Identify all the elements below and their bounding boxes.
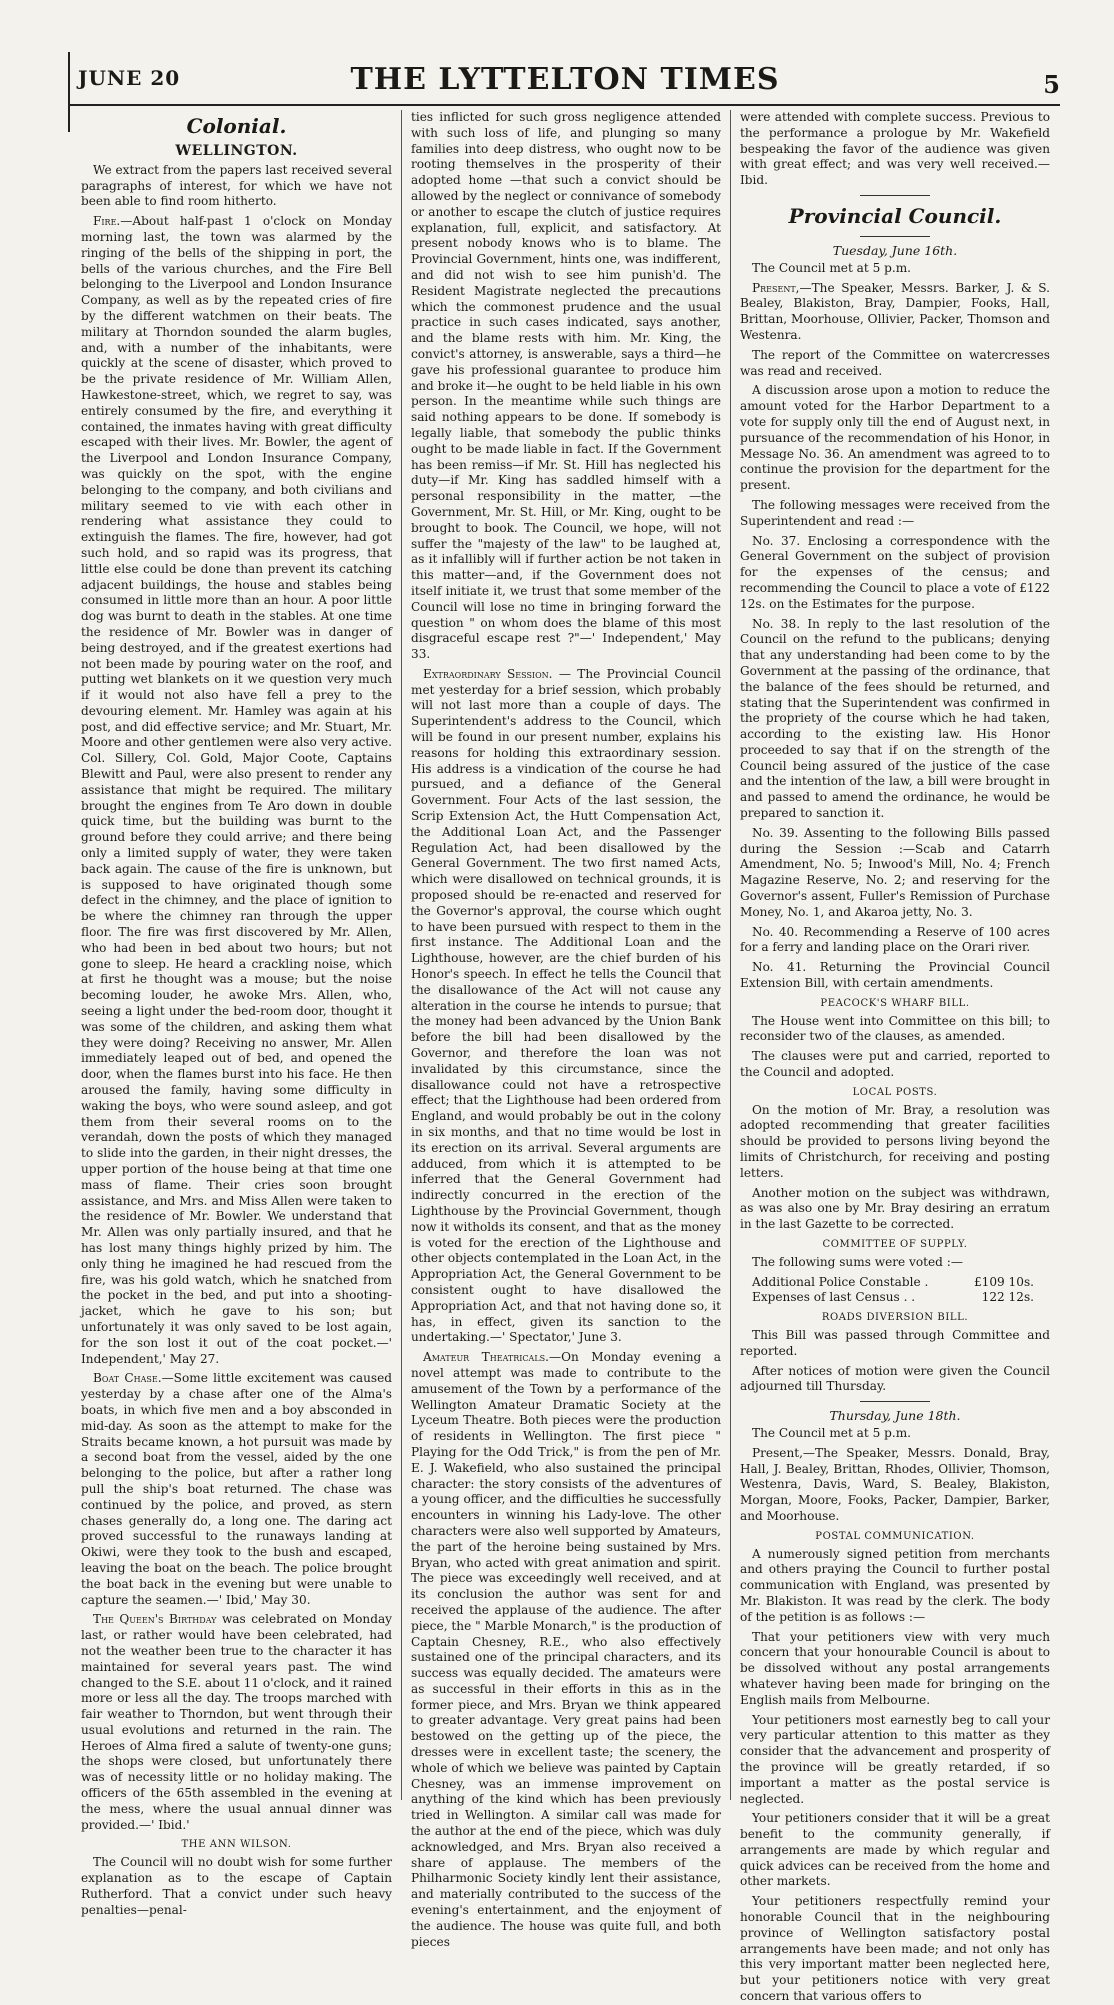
local-posts-text: On the motion of Mr. Bray, a resolution was adopted recommending that greater facilities should be provided to persons living beyond the limits of Christchurch, for receiving and posting letters.: [740, 1102, 1050, 1180]
amateur-article: [411, 1350, 721, 1950]
extraordinary-lead: Extraordinary Session.: [423, 666, 553, 681]
petition-paragraph: Your petitioners consider that it will be a great benefit to the community generally, if arrangements are made by which regular and quick advices can be received from the home and other markets.: [740, 1811, 1050, 1889]
another-motion-text: Another motion on the subject was withdrawn, as was also one by Mr. Bray desiring an erratum in the last Gazette to be corrected.: [740, 1185, 1050, 1232]
discussion-text: A discussion arose upon a motion to reduce the amount voted for the Harbor Department to a vote for supply only till the end of August next, in pursuance of the recommendation of his Honor, in Message No. 36. An amendment was agreed to to continue the provision for the department for the present.: [740, 383, 1050, 493]
present-2: Present,—The Speaker, Messrs. Donald, Bray, Hall, J. Bealey, Brittan, Rhodes, Ollivier, Thomson, Westenra, Davis, Ward, S. Bealey, Blakiston, Morgan, Moore, Fooks, Packer, Dampier, Barker, and Moorhouse.: [740, 1445, 1050, 1523]
present-lead: Present,: [752, 280, 800, 295]
fire-article: [81, 214, 392, 1367]
postal-heading: POSTAL COMMUNICATION.: [815, 1530, 975, 1542]
present-1-text: —The Speaker, Messrs. Barker, J. & S. Bealey, Blakiston, Bray, Dampier, Fooks, Hall, Brittan, Moorhouse, Ollivier, Packer, Thomson and Westenra.: [740, 280, 1050, 342]
subheading-wellington: WELLINGTON.: [175, 143, 298, 159]
report-text: The report of the Committee on watercresses was read and received.: [740, 347, 1050, 378]
message-40: No. 40. Recommending a Reserve of 100 acres for a ferry and landing place on the Orari river.: [740, 924, 1050, 955]
roads-heading: ROADS DIVERSION BILL.: [821, 1312, 969, 1324]
amateur-text: —On Monday evening a novel attempt was made to contribute to the amusement of the Town by a performance of the Wellington Amateur Dramatic Society at the Lyceum Theatre. Both pieces were the production of residents in Wellington. The first piece " Playing for the Odd Trick," is from the pen of Mr. E. J. Wakefield, who also sustained the principal character: the story consists of the adventures of a young officer, and the difficulties he successfully encounters in winning his Lady-love. The other characters were also well supported by Amateurs, the part of the heroine being sustained by Mrs. Bryan, who acted with great animation and spirit. The piece was exceedingly well received, and at its conclusion the author was sent for and received the applause of the audience. The after piece, the " Marble Monarch," is the production of Captain Chesney, R.E., who also effectively sustained one of the principal characters, and its success was equally decided. The amateurs were as successful in their efforts in this as in the former piece, and Mrs. Bryan we think appeared to greater advantage. Very great pains had been bestowed on the getting up of the piece, the dresses were in excellent taste; the scenery, the whole of which we believe was painted by Captain Chesney, was an immense improvement on anything of the kind which has been previously tried in Wellington. A similar call was made for the author at the end of the piece, which was duly acknowledged, and Mrs. Bryan also received a share of applause. The members of the Philharmonic Society kindly lent their assistance, and materially contributed to the success of the evening's entertainment, and the enjoyment of the audience. The house was quite full, and both pieces: [411, 1350, 721, 1949]
message-41: No. 41. Returning the Provincial Council Extension Bill, with certain amendments.: [740, 960, 1050, 991]
continued-text: were attended with complete success. Previous to the performance a prologue by Mr. Wakefield bespeaking the favor of the audience was given with great effect; and was very well received.—Ibid.: [740, 110, 1050, 188]
supply-item: [740, 1275, 1050, 1291]
divider: [860, 1401, 930, 1402]
clauses-text: The clauses were put and carried, reported to the Council and adopted.: [740, 1049, 1050, 1080]
postal-text: A numerously signed petition from merchants and others praying the Council to further postal communication with England, was presented by Mr. Blakiston. It was read by the clerk. The body of the petition is as follows :—: [740, 1546, 1050, 1624]
session-date-tuesday: Tuesday, June 16th.: [832, 242, 958, 258]
section-heading-provincial-council: Provincial Council.: [788, 203, 1002, 228]
columns: [72, 110, 1060, 2004]
adjourn-text: After notices of motion were given the Council adjourned till Thursday.: [740, 1363, 1050, 1394]
supply-item-value: 122 12s.: [981, 1290, 1034, 1305]
boat-article: [81, 1371, 392, 1608]
peacock-heading: PEACOCK'S WHARF BILL.: [820, 997, 970, 1009]
fire-text: —About half-past 1 o'clock on Monday morning last, the town was alarmed by the ringing of the bells of the shipping in port, the bells of the various churches, and the Fire Bell belonging to the Liverpool and London Insurance Company, as well as by the repeated cries of fire by the different watchmen on their beats. The military at Thorndon sounded the alarm bugles, and, with a number of the inhabitants, were quickly at the scene of disaster, which proved to be the private residence of Mr. William Allen, Hawkestone-street, which, we regret to say, was entirely consumed by the fire, and everything it contained, the inmates having with great difficulty escaped with their lives. Mr. Bowler, the agent of the Liverpool and London Insurance Company, was quickly on the spot, with the engine belonging to the company, and both civilians and military seemed to vie with each other in rendering what assistance they could to extinguish the flames. The fire, however, had got such hold, and so rapid was its progress, that little else could be done than prevent its catching adjacent buildings, the house and stables being consumed in little more than an hour. A poor little dog was burnt to death in the stables. At one time the residence of Mr. Bowler was in danger of being destroyed, and if the greatest exertions had not been made by pouring water on the roof, and putting wet blankets on it we question very much if it would not also have fell a prey to the devouring element. Mr. Hamley was again at his post, and did effective service; and Mr. Stuart, Mr. Moore and other gentlemen were also very active. Col. Sillery, Col. Gold, Major Coote, Captains Blewitt and Paul, were also present to render any assistance that might be required. The military brought the engines from Te Aro down in double quick time, but the building was burnt to the ground before they could arrive; and there being only a limited supply of water, they were taken back again. The cause of the fire is unknown, but is supposed to have originated though some defect in the chimney, and the place of ignition to be where the chimney ran through the upper floor. The fire was first discovered by Mr. Allen, who had been in bed about two hours; but not gone to sleep. He heard a crackling noise, which at first he thought was a mouse; but the noise becoming louder, he awoke Mrs. Allen, who, seeing a light under the bed-room door, thought it was some of the children, and asking them what they were doing? Receiving no answer, Mr. Allen immediately leaped out of bed, and opened the door, when the flames burst into his face. He then aroused the family, having some difficulty in waking the boys, who were sound asleep, and got them from their several rooms on to the verandah, down the posts of which they managed to slide into the garden, in their night dresses, the upper portion of the house being at that time one mass of flame. Their cries soon brought assistance, and Mrs. and Miss Allen were taken to the residence of Mr. Bowler. We understand that Mr. Allen was only partially insured, and that he has lost many things highly prized by him. The only thing he imagined he had rescued from the fire, was his gold watch, which he snatched from the pocket in the bed, and put into a shooting-jacket, which he gave to his son; but unfortunately it was only saved to be lost again, for the son lost it out of the coat pocket.—' Independent,' May 27.: [81, 214, 392, 1366]
supply-item-label: Additional Police Constable .: [752, 1274, 929, 1289]
message-38: No. 38. In reply to the last resolution of the Council on the refund to the publicans; denying that any understanding had been come to by the Government at the passing of the ordinance, that the balance of the fees should be returned, and stating that the Superintendent was confirmed in the propriety of the course which he had taken, according to the existing law. His Honor proceeded to say that if on the strength of the Council being assured of the justice of the case and the intention of the law, a bill were brought in and passed to amend the ordinance, he would be prepared to sanction it.: [740, 616, 1050, 821]
ann-wilson-text: The Council will no doubt wish for some further explanation as to the escape of Captain Rutherford. That a convict under such heavy penalties—penal-: [81, 1855, 392, 1917]
council-met-2: The Council met at 5 p.m.: [752, 1425, 912, 1440]
supply-heading: COMMITTEE OF SUPPLY.: [822, 1239, 968, 1250]
fire-lead: Fire.: [93, 214, 121, 229]
divider: [860, 236, 930, 237]
petition-paragraph: Your petitioners most earnestly beg to call your very particular attention to this matter as they consider that the advancement and prosperity of the province will be greatly retarded, if so important a matter as the postal service is neglected.: [740, 1712, 1050, 1806]
convict-text: ties inflicted for such gross negligence attended with such loss of life, and plunging so many families into deep distress, who ought now to be rooting themselves in the prosperity of their adopted home —that such a convict should be allowed by the neglect or connivance of somebody or another to escape the clutch of justice requires explanation, full, explicit, and satisfactory. At present nobody knows who is to blame. The Provincial Government, hints one, was indifferent, and did not wish to see him punish'd. The Resident Magistrate neglected the precautions which the commonest prudence and the usual practice in such cases indicated, says another, and the blame rests with him. Mr. King, the convict's attorney, is answerable, says a third—he gave his professional guarantee to produce him and broke it—he ought to be held liable in his own person. In the meantime while such things are said nothing appears to be done. If somebody is legally liable, that somebody the public thinks ought to be made liable in fact. If the Government has been remiss—if Mr. St. Hill has neglected his duty—if Mr. King has saddled himself with a personal responsibility in the matter, —the Government, Mr. St. Hill, or Mr. King, ought to be brought to book. The Council, we hope, will not suffer the "majesty of the law" to be laughed at, as it infallibly will if further action be not taken in this matter—and, if the Government does not itself initiate it, we trust that some member of the Council will lose no time in bringing forward the question " on whom does the blame of this most disgraceful escape rest ?"—' Independent,' May 33.: [411, 110, 721, 662]
divider: [860, 195, 930, 196]
masthead: [70, 60, 1060, 100]
supply-intro: The following sums were voted :—: [752, 1254, 963, 1269]
section-heading-colonial: Colonial.: [186, 114, 287, 138]
supply-item: [740, 1290, 1050, 1306]
roads-text: This Bill was passed through Committee and reported.: [740, 1327, 1050, 1358]
column-1: [72, 110, 401, 1917]
paper-title: THE LYTTELTON TIMES: [350, 62, 780, 97]
header-rule: [70, 104, 1060, 106]
extraordinary-article: [411, 667, 721, 1346]
extraordinary-text: — The Provincial Council met yesterday for a brief session, which probably will not last more than a couple of days. The Superintendent's address to the Council, which will be found in our present number, explains his reasons for holding this extraordinary session. His address is a vindication of the course he had pursued, and a defiance of the General Government. Four Acts of the last session, the Scrip Extension Act, the Hutt Compensation Act, the Additional Loan Act, and the Passenger Regulation Act, had been disallowed by the General Government. The two first named Acts, which were disallowed on technical grounds, it is proposed should be re-enacted and reserved for the Governor's approval, the course which ought to have been pursued with respect to them in the first instance. The Additional Loan and the Lighthouse, however, are the chief burden of his Honor's speech. In effect he tells the Council that the disallowance of the Act will not cause any alteration in the course he intends to pursue; that the money had been advanced by the Union Bank before the bill had been disallowed by the Governor, and therefore the loan was not invalidated by this circumstance, since the disallowance could not have a retrospective effect; that the Lighthouse had been ordered from England, and would probably be out in the colony in six months, and that no time would be lost in its erection on its arrival. Several arguments are adduced, from which it is attempted to be inferred that the General Government had indirectly concurred in the erection of the Lighthouse by the Provincial Government, though now it witholds its consent, and that as the money is voted for the erection of the Lighthouse and other objects contemplated in the Loan Act, in the Appropriation Act, the General Government to be consistent ought to have disallowed the Appropriation Act, and that not having done so, it has, in effect, given its sanction to the undertaking.—' Spectator,' June 3.: [411, 666, 721, 1345]
local-posts-heading: LOCAL POSTS.: [852, 1086, 938, 1098]
message-39: No. 39. Assenting to the following Bills passed during the Session :—Scab and Catarrh Amendment, No. 5; Inwood's Mill, No. 4; French Magazine Reserve, No. 2; and reserving for the Governor's assent, Fuller's Remission of Purchase Money, No. 1, and Akaroa jetty, No. 3.: [740, 825, 1050, 919]
present-1: [740, 281, 1050, 344]
page-number: 5: [1043, 70, 1060, 99]
amateur-lead: Amateur Theatricals.: [423, 1350, 549, 1365]
boat-lead: Boat Chase.: [93, 1371, 162, 1386]
issue-date: JUNE 20: [78, 66, 181, 90]
boat-text: —Some little excitement was caused yesterday by a chase after one of the Alma's boats, in which five men and a boy absconded in mid-day. As soon as the attempt to make for the Straits became known, a hot pursuit was made by a second boat from the vessel, aided by the one belonging to the police, but after a rather long pull the ship's boat returned. The chase was continued by the police, and proved, as stern chases generally do, a long one. The daring act proved successful to the runaways landing at Okiwi, were they took to the bush and escaped, leaving the boat on the beach. The police brought the boat back in the evening but were unable to capture the seamen.—' Ibid,' May 30.: [81, 1371, 393, 1607]
messages-intro: The following messages were received from the Superintendent and read :—: [740, 497, 1050, 528]
message-37: No. 37. Enclosing a correspondence with the General Government on the subject of provision for the expenses of the census; and recommending the Council to place a vote of £122 12s. on the Estimates for the purpose.: [740, 533, 1050, 611]
queen-lead: The Queen's Birthday: [93, 1612, 217, 1627]
supply-item-value: £109 10s.: [973, 1274, 1034, 1289]
intro-paragraph: We extract from the papers last received several paragraphs of interest, for which we have not been able to find room hitherto.: [81, 162, 392, 209]
queen-text: was celebrated on Monday last, or rather would have been celebrated, had not the weather been true to the character it has maintained for several years past. The wind changed to the S.E. about 11 o'clock, and it rained more or less all the day. The troops marched with fair weather to Thorndon, but went through their usual evolutions and returned in the rain. The Heroes of Alma fired a salute of twenty-one guns; the shops were closed, but unfortunately there was of necessity little or no holiday making. The officers of the 65th assembled in the evening at the mess, where the usual annual dinner was provided.—' Ibid.': [81, 1612, 392, 1832]
council-met-1: The Council met at 5 p.m.: [752, 260, 912, 275]
session-date-thursday: Thursday, June 18th.: [829, 1408, 961, 1424]
column-3: [730, 110, 1059, 2004]
ann-wilson-heading: THE ANN WILSON.: [181, 1839, 292, 1851]
petition-paragraph: That your petitioners view with very much concern that your honourable Council is about to be dissolved without any postal arrangements whatever having been made for bringing on the English mails from Melbourne.: [740, 1629, 1050, 1707]
peacock-text: The House went into Committee on this bill; to reconsider two of the clauses, as amended.: [740, 1013, 1050, 1044]
petition-paragraph: Your petitioners respectfully remind your honorable Council that in the neighbouring province of Wellington satisfactory postal arrangements have been made; and not only has this very important matter been neglected here, but your petitioners notice with very great concern that various offers to: [740, 1894, 1050, 2004]
queen-article: [81, 1612, 392, 1833]
column-2: [401, 110, 730, 1949]
supply-item-label: Expenses of last Census . .: [752, 1290, 916, 1305]
